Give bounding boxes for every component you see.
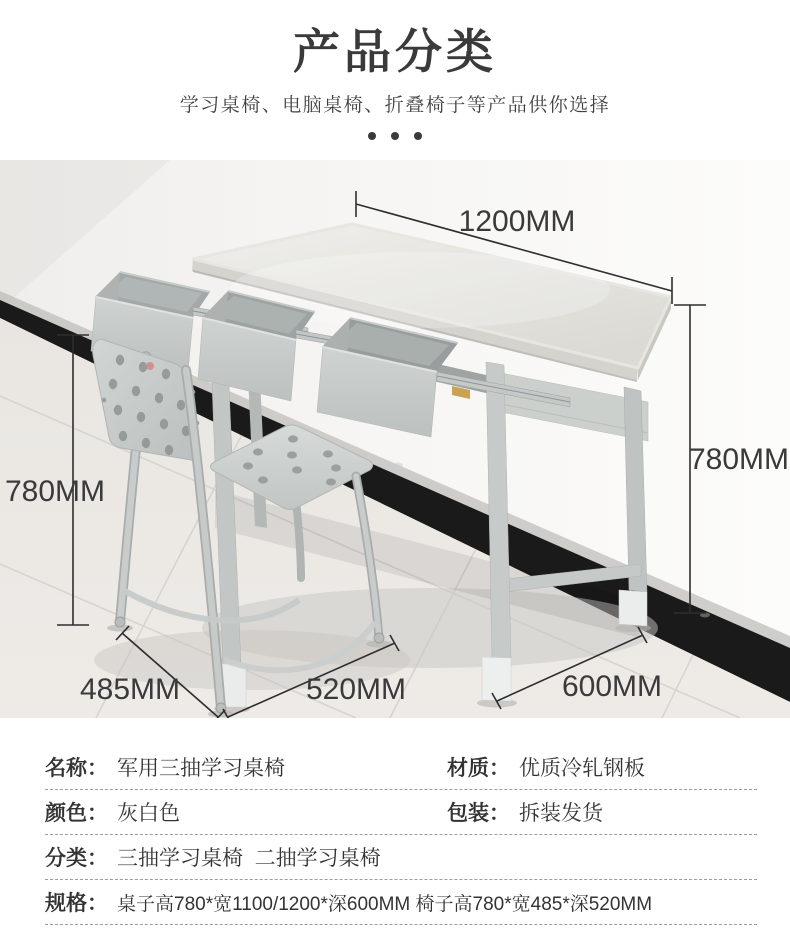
spec-row-color-packaging (45, 790, 757, 835)
desk-foot-cap (482, 657, 511, 701)
spec-label-name: 名称： (45, 757, 108, 780)
spec-row-size (45, 880, 757, 925)
dot-icon (368, 132, 376, 140)
spec-label-color: 颜色： (45, 802, 108, 825)
spec-row-name-material (45, 745, 757, 790)
spec-cell-size (45, 887, 652, 917)
decorative-dots (0, 132, 790, 140)
dimension-label-desk-height: 780MM (689, 443, 790, 476)
spec-value-packaging: 拆装发货 (519, 802, 603, 825)
dimension-label-desk-width: 1200MM (458, 205, 576, 238)
dimension-label-chair-height: 780MM (4, 475, 106, 508)
spec-value-name: 军用三抽学习桌椅 (117, 757, 285, 780)
dimension-label-chair-seat-width: 520MM (305, 673, 407, 706)
spec-value-color: 灰白色 (117, 802, 180, 825)
spec-label-size: 规格： (45, 892, 108, 915)
product-photo (0, 160, 790, 718)
dimension-label-desk-depth: 600MM (561, 670, 663, 703)
dimension-label-chair-depth: 485MM (79, 673, 181, 706)
chair-foot (374, 633, 384, 643)
page-subtitle: 学习桌椅、电脑桌椅、折叠椅子等产品供你选择 (179, 94, 611, 116)
page-title: 产品分类 (293, 25, 497, 78)
chair-foot (115, 617, 125, 627)
page-header (0, 26, 790, 140)
spec-value-material: 优质冷轧钢板 (519, 757, 645, 780)
spec-cell-packaging (447, 797, 603, 827)
desk-foot-cap (619, 590, 647, 626)
dot-icon (391, 132, 399, 140)
spec-row-category (45, 835, 757, 880)
spec-cell-name (45, 752, 447, 782)
product-photo-illustration (0, 160, 790, 718)
spec-table (45, 745, 757, 925)
spec-cell-material (447, 752, 645, 782)
backrest-sticker (146, 362, 154, 370)
spec-value-category: 三抽学习桌椅 二抽学习桌椅 (117, 847, 381, 870)
spec-value-size: 桌子高780*宽1100/1200*深600MM 椅子高780*宽485*深520MM (117, 894, 653, 915)
spec-label-packaging: 包装： (447, 802, 510, 825)
spec-cell-category (45, 842, 381, 872)
spec-label-category: 分类： (45, 847, 108, 870)
dot-icon (414, 132, 422, 140)
spec-label-material: 材质： (447, 757, 510, 780)
spec-cell-color (45, 797, 447, 827)
